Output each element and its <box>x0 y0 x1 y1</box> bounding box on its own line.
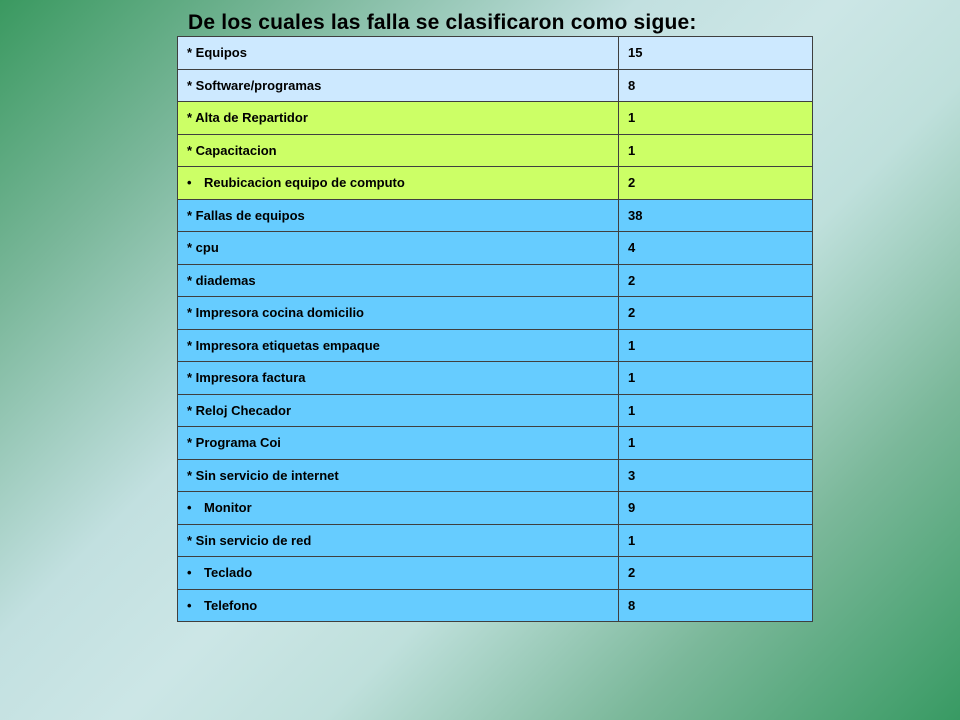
row-label-cell <box>178 492 619 525</box>
row-value: 15 <box>619 37 813 70</box>
row-label: Monitor <box>204 500 252 516</box>
table-row <box>178 459 813 492</box>
table-row <box>178 362 813 395</box>
row-label: * Reloj Checador <box>178 394 619 427</box>
table-row <box>178 69 813 102</box>
table-row <box>178 37 813 70</box>
row-label: * Impresora factura <box>178 362 619 395</box>
row-value: 38 <box>619 199 813 232</box>
row-label: * Software/programas <box>178 69 619 102</box>
table-row <box>178 329 813 362</box>
row-value: 1 <box>619 524 813 557</box>
row-label: * Equipos <box>178 37 619 70</box>
row-label: * Impresora cocina domicilio <box>178 297 619 330</box>
row-label: * Sin servicio de red <box>178 524 619 557</box>
row-value: 3 <box>619 459 813 492</box>
row-label-cell <box>178 589 619 622</box>
table-row <box>178 102 813 135</box>
row-label: Reubicacion equipo de computo <box>204 175 405 191</box>
row-value: 1 <box>619 394 813 427</box>
table-row <box>178 199 813 232</box>
table-row <box>178 427 813 460</box>
row-value: 9 <box>619 492 813 525</box>
row-value: 1 <box>619 427 813 460</box>
row-value: 1 <box>619 362 813 395</box>
row-value: 1 <box>619 102 813 135</box>
row-label: * Sin servicio de internet <box>178 459 619 492</box>
bullet-icon: • <box>187 565 192 581</box>
table-row <box>178 264 813 297</box>
table-row <box>178 492 813 525</box>
row-value: 8 <box>619 589 813 622</box>
row-value: 2 <box>619 297 813 330</box>
row-value: 1 <box>619 134 813 167</box>
row-label: * Capacitacion <box>178 134 619 167</box>
table-row <box>178 557 813 590</box>
row-label: * cpu <box>178 232 619 265</box>
table-row <box>178 232 813 265</box>
bullet-icon: • <box>187 597 192 613</box>
row-value: 4 <box>619 232 813 265</box>
row-value: 2 <box>619 264 813 297</box>
row-label: * Programa Coi <box>178 427 619 460</box>
row-label-cell <box>178 557 619 590</box>
row-value: 2 <box>619 167 813 200</box>
row-label: * Alta de Repartidor <box>178 102 619 135</box>
table-row <box>178 167 813 200</box>
row-label: * diademas <box>178 264 619 297</box>
row-label: * Impresora etiquetas empaque <box>178 329 619 362</box>
row-label: Telefono <box>204 597 258 613</box>
bullet-icon: • <box>187 175 192 191</box>
table-row <box>178 134 813 167</box>
table-row <box>178 524 813 557</box>
fault-classification-table <box>177 36 813 622</box>
row-label: Teclado <box>204 565 253 581</box>
row-label: * Fallas de equipos <box>178 199 619 232</box>
row-value: 8 <box>619 69 813 102</box>
slide-title: De los cuales las falla se clasificaron como sigue: <box>188 11 697 34</box>
table-row <box>178 589 813 622</box>
row-label-cell <box>178 167 619 200</box>
table-row <box>178 394 813 427</box>
row-value: 2 <box>619 557 813 590</box>
row-value: 1 <box>619 329 813 362</box>
table-row <box>178 297 813 330</box>
bullet-icon: • <box>187 500 192 516</box>
